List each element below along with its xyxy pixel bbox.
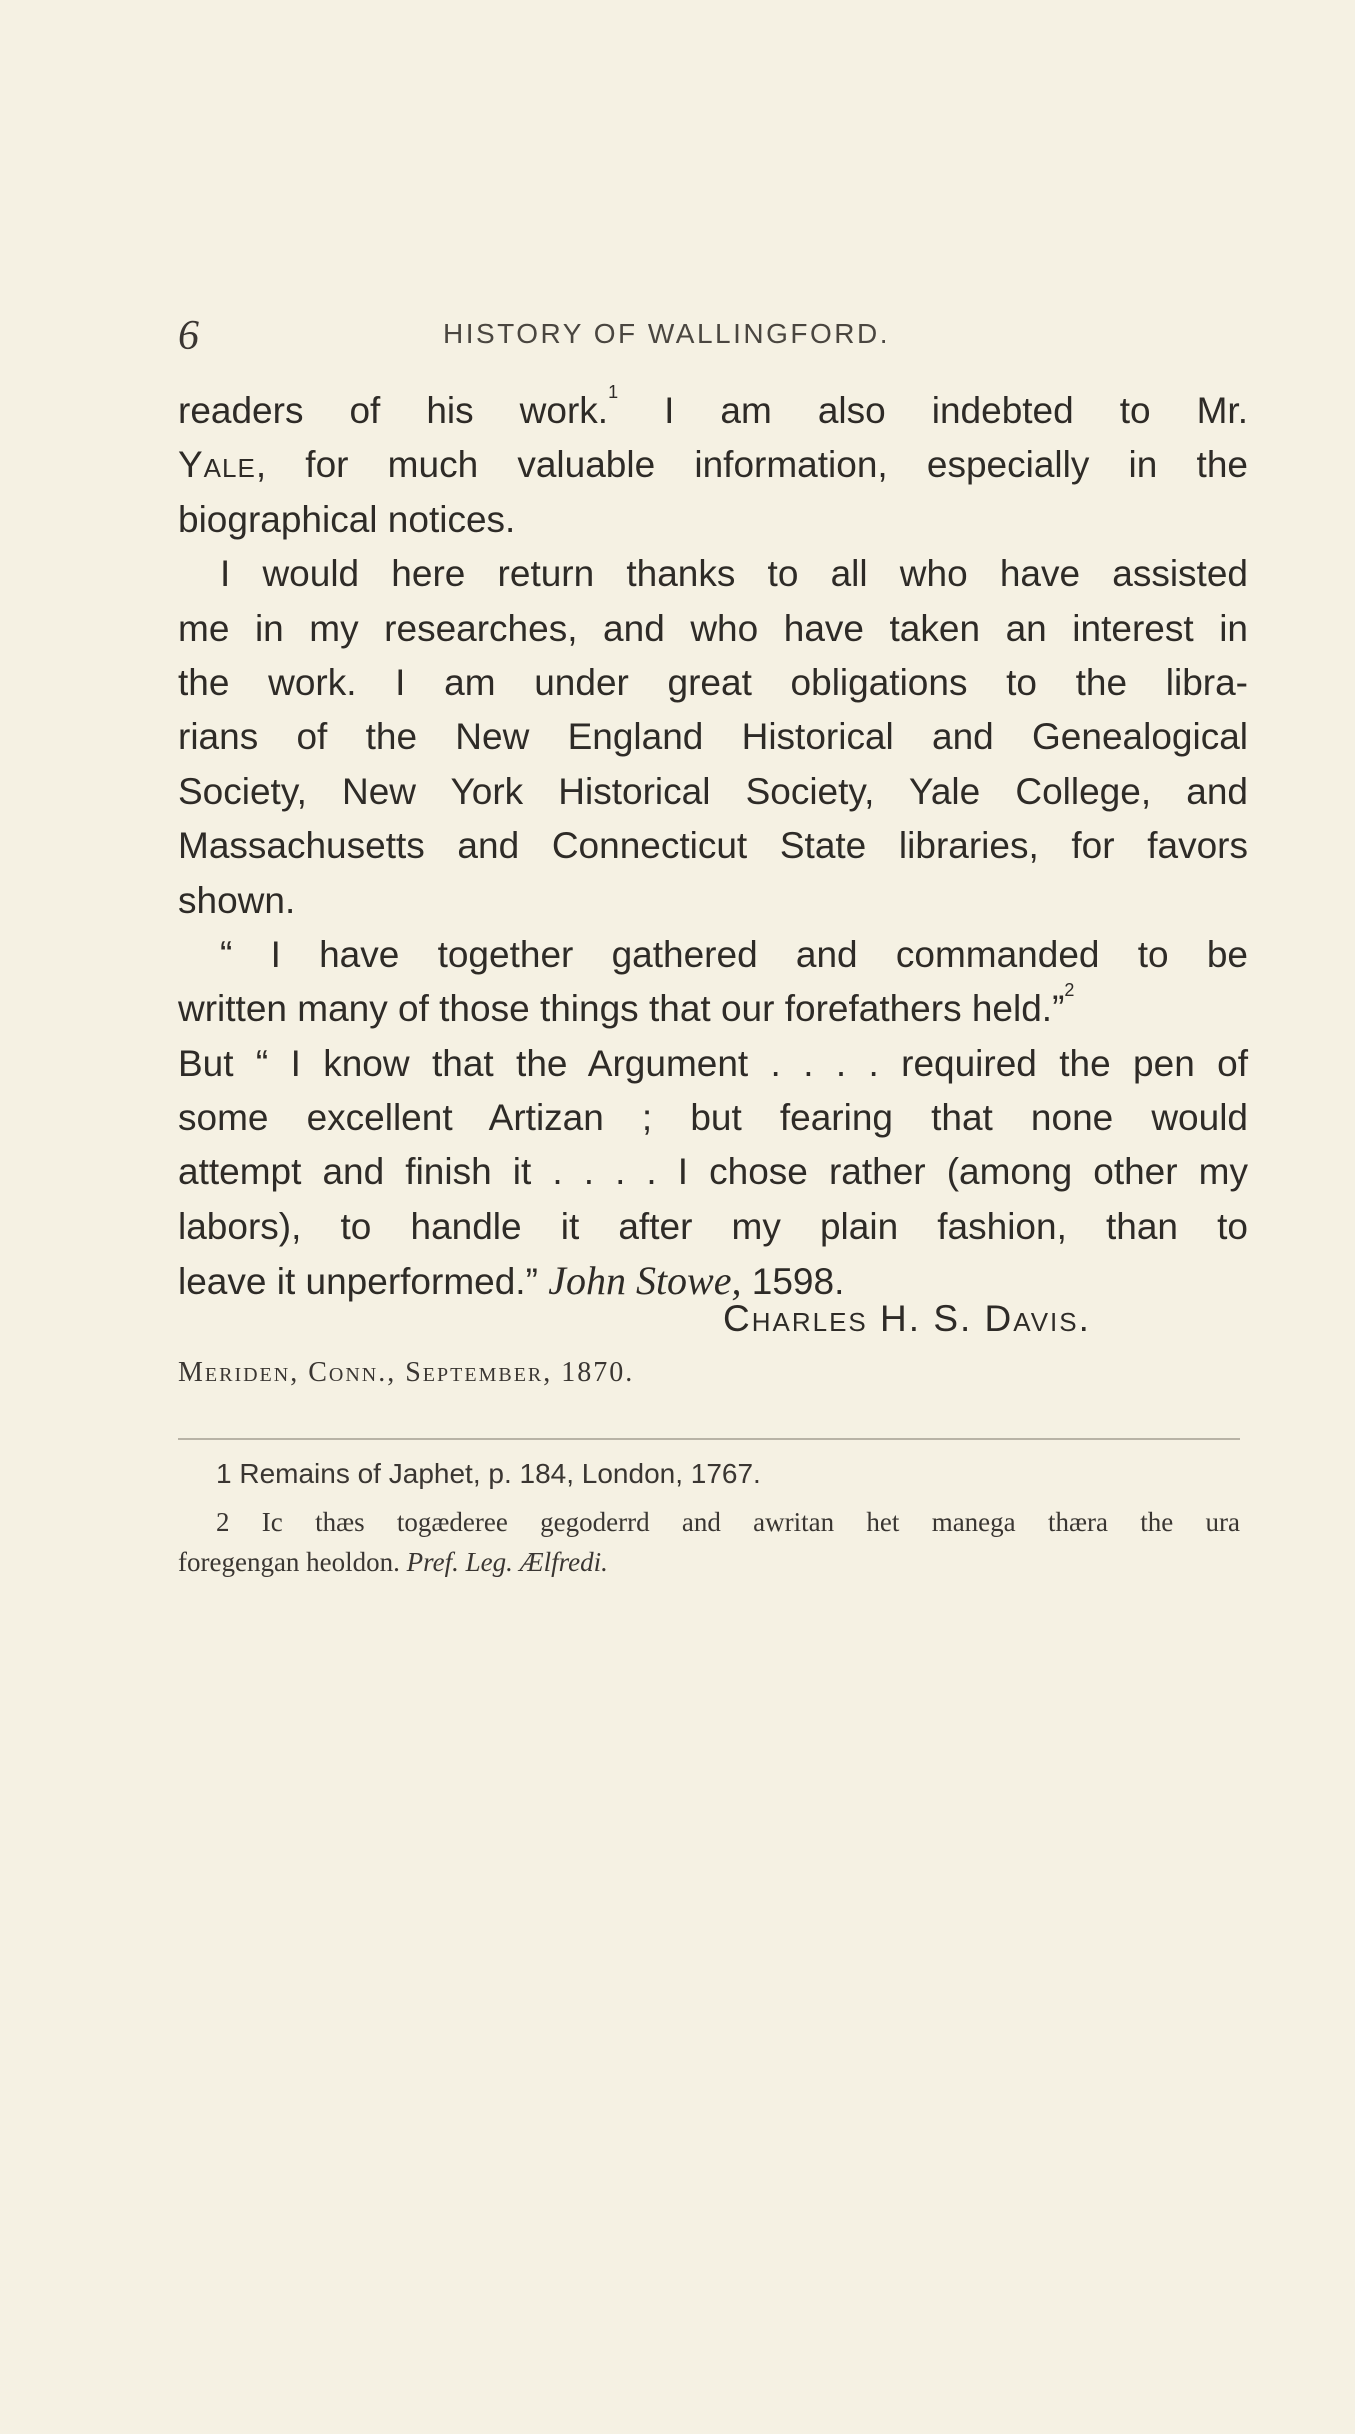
text-line: some excellent Artizan ; but fearing that none would — [178, 1097, 1248, 1139]
text-line: rians of the New England Historical and Genealogical — [178, 716, 1248, 758]
text-line: Society, New York Historical Society, Yale College, and — [178, 770, 1248, 812]
footnote-2-line: 2 Ic thæs togæderee gegoderrd and awritan het manega thæra the ura — [216, 1507, 1240, 1537]
text-line: I would here return thanks to all who have assisted — [220, 553, 1248, 595]
page-number: 6 — [178, 313, 199, 359]
body-text — [178, 384, 1248, 1309]
text-line: shown. — [178, 879, 296, 921]
author-signature: Charles H. S. Davis. — [723, 1298, 1091, 1339]
running-head: HISTORY OF WALLINGFORD. — [443, 318, 890, 349]
text-line: “ I have together gathered and commanded to be — [220, 933, 1248, 975]
footnote-marker: 1 — [608, 382, 619, 402]
footnote-1: 1 Remains of Japhet, p. 184, London, 1767. — [216, 1458, 761, 1489]
footnote-2-line: foregengan heoldon. Pref. Leg. Ælfredi. — [178, 1547, 608, 1577]
text-line: Massachusetts and Connecticut State libraries, for favors — [178, 825, 1248, 867]
footnote-2-reference: Pref. Leg. Ælfredi. — [406, 1547, 608, 1577]
text-line: labors), to handle it after my plain fashion, than to — [178, 1205, 1248, 1247]
text-line: But “ I know that the Argument . . . . required the pen of — [178, 1042, 1248, 1084]
footnote-2 — [178, 1502, 1240, 1582]
text-line: me in my researches, and who have taken an interest in — [178, 607, 1248, 649]
page-header — [178, 312, 1248, 362]
text-line: biographical notices. — [178, 498, 516, 540]
text-line: written many of those things that our forefathers held.”$^2$ — [178, 980, 1075, 1030]
text-line: Yale, for much valuable information, especially in the — [178, 444, 1248, 486]
text-line: the work. I am under great obligations to the libra- — [178, 661, 1248, 703]
text-line: leave it unperformed.” John Stowe, 1598. — [178, 1258, 845, 1304]
place-date-line: Meriden, Conn., September, 1870. — [178, 1357, 635, 1388]
quoted-author: John Stowe, — [548, 1258, 742, 1304]
footnote-divider — [178, 1438, 1240, 1440]
footnote-marker: 2 — [1064, 980, 1075, 1001]
text-line: attempt and finish it . . . . I chose rather (among other my — [178, 1151, 1248, 1193]
text-line: readers of his work.$^1$ I am also indebted to Mr. — [178, 382, 1248, 431]
